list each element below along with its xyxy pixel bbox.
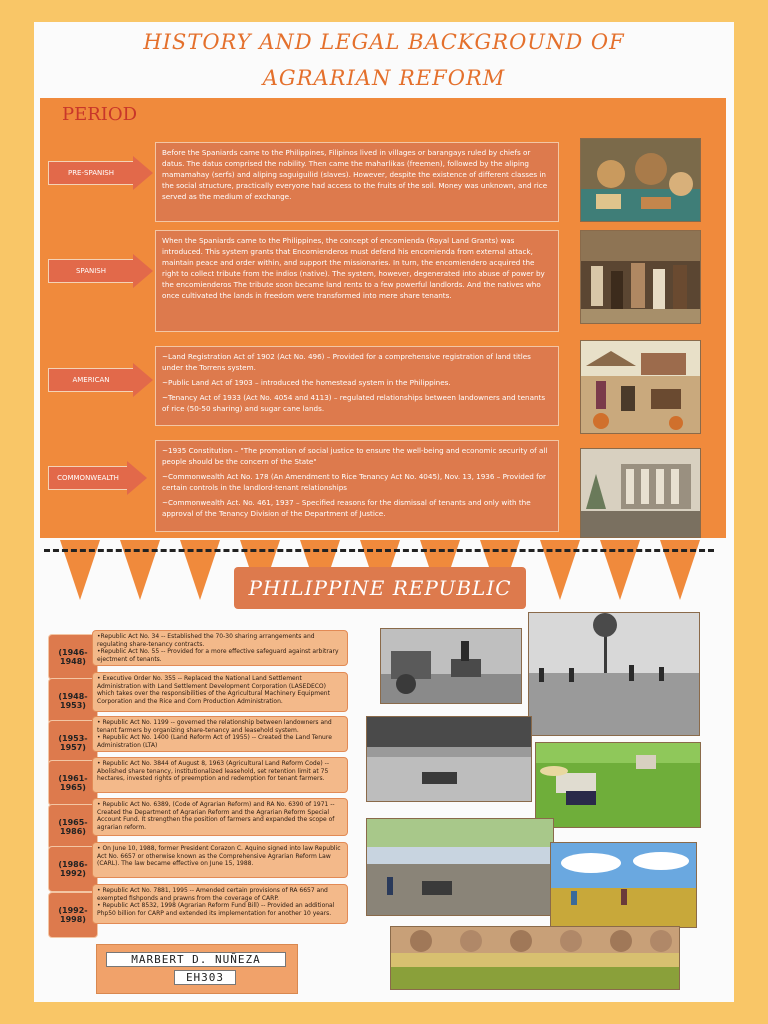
period-box-pre-spanish <box>155 142 559 222</box>
republic-entry-text: • Republic Act No. 1199 -- governed the relationship between landowners and tenant farmers by organizing share-tenancy and leasehold system. <box>97 719 332 734</box>
republic-entry-text: • Executive Order No. 355 -- Replaced the National Land Settlement Administration with Land Settlement Development Corporation (LASEDECO) which takes over the responsibilities of the Agricultural Machinery Equipment Corporation and the Rice and Corn Production Administration. <box>97 675 330 705</box>
republic-entry-text: •Republic Act No. 34 -- Established the 70-30 sharing arrangements and regulating share-tenancy contracts. <box>97 633 315 648</box>
republic-entry-text: • Republic Act No. 7881, 1995 -- Amended certain provisions of RA 6657 and exempted fishponds and prawns from the coverage of CARP. <box>97 887 328 902</box>
republic-entry-text: • Republic Act No. 6389, (Code of Agrarian Reform) and RA No. 6390 of 1971 -- Created the Department of Agrarian Reform and the Agrarian Reform Special Account Fund. It strengthen the position of farmers and expanded the scope of agrarian reform. <box>97 801 335 831</box>
republic-banner: PHILIPPINE REPUBLIC <box>234 567 526 609</box>
period-arrow-spanish: SPANISH <box>48 259 134 283</box>
republic-years: (1946-1948) <box>48 634 98 680</box>
period-text: When the Spaniards came to the Philippines, the concept of encomienda (Royal Land Grants) was introduced. This system grants that Encomienderos must defend his encomienda from external attack, maintain peace and order within, and support the missionaries. In turn, the encomiendero acquired the right to collect tribute from the indios (native). The system, however, degenerated into abuse of power by the encomienderos The tribute soon became land rents to a few powerful landlords. And the natives who once cultivated the lands in freedom were transformed into mere share tenants. <box>162 236 545 300</box>
poster-title-line1: HISTORY AND LEGAL BACKGROUND OF <box>143 30 625 54</box>
period-text: ~Public Land Act of 1903 – introduced the homestead system in the Philippines. <box>162 378 451 387</box>
farmers-collage-photo <box>390 926 680 990</box>
harvest-field-photo <box>550 842 697 928</box>
period-text: Before the Spaniards came to the Philippines, Filipinos lived in villages or barangays ruled by chiefs or datus. The datus comprised the nobility. Then came the maharlikas (freemen), followed by the aliping mamamahay (serfs) and aliping saguiguilid (slaves). However, despite the existence of different classes in the social structure, practically everyone had access to the fruits of the soil. Money was unknown, and rice served as the medium of exchange. <box>162 148 548 201</box>
republic-years: (1986-1992) <box>48 846 98 892</box>
republic-entry <box>92 842 348 878</box>
republic-entry-text: •Republic Act No. 55 -- Provided for a more effective safeguard against arbitrary ejectment of tenants. <box>97 648 339 663</box>
republic-years: (1953-1957) <box>48 720 98 766</box>
commonwealth-photo-image <box>580 448 701 538</box>
republic-years: (1948-1953) <box>48 678 98 724</box>
section-divider <box>44 549 714 552</box>
republic-entry <box>92 630 348 666</box>
period-arrow-commonwealth: COMMONWEALTH <box>48 466 128 490</box>
author-name: MARBERT D. NUÑEZA <box>106 952 286 967</box>
tractor-field-photo <box>366 818 554 916</box>
republic-entry <box>92 884 348 924</box>
republic-entry <box>92 672 348 712</box>
republic-entry <box>92 757 348 793</box>
american-painting-image <box>580 340 701 434</box>
rice-planting-photo <box>528 612 700 736</box>
author-section: EH303 <box>174 970 236 985</box>
period-box-commonwealth <box>155 440 559 532</box>
period-text: ~Land Registration Act of 1902 (Act No. 496) – Provided for a comprehensive registration of land titles under the Torrens system. <box>162 352 531 372</box>
republic-entry-text: • Republic Act No. 3844 of August 8, 1963 (Agricultural Land Reform Code) -- Abolished share tenancy, institutionalized leasehold, set retention limit at 75 hectares, invested rights of preemption and redemption for tenant farmers. <box>97 760 329 783</box>
republic-years: (1965-1986) <box>48 804 98 850</box>
republic-entry-text: • Republic Act No. 1400 (Land Reform Act of 1955) -- Created the Land Tenure Administration (LTA) <box>97 734 332 749</box>
farmers-planting-photo <box>535 742 701 828</box>
period-text: ~1935 Constitution – "The promotion of social justice to ensure the well-being and economic security of all people should be the concern of the State" <box>162 446 548 466</box>
carabao-cart-photo <box>380 628 522 704</box>
period-text: ~Commonwealth Act No. 178 (An Amendment to Rice Tenancy Act No. 4045), Nov. 13, 1936 – Provided for certain controls in the landlord-tenant relationships <box>162 472 546 492</box>
republic-years: (1961-1965) <box>48 760 98 806</box>
plowing-field-photo <box>366 716 532 802</box>
period-box-american <box>155 346 559 426</box>
period-box-spanish <box>155 230 559 332</box>
pre-spanish-mural-image <box>580 138 701 222</box>
republic-entry-text: • On June 10, 1988, former President Corazon C. Aquino signed into law Republic Act No. 6657 or otherwise known as the Comprehensive Agrarian Reform Law (CARL). The law became effective on June 15, 1988. <box>97 845 341 868</box>
period-arrow-american: AMERICAN <box>48 368 134 392</box>
spanish-painting-image <box>580 230 701 324</box>
period-text: ~Commonwealth Act. No. 461, 1937 – Specified reasons for the dismissal of tenants and only with the approval of the Tenancy Division of the Department of Justice. <box>162 498 531 518</box>
republic-entry <box>92 798 348 836</box>
period-text: ~Tenancy Act of 1933 (Act No. 4054 and 4113) – regulated relationships between landowners and tenants of rice (50-50 sharing) and sugar cane lands. <box>162 393 546 413</box>
republic-entry-text: • Republic Act 8532, 1998 (Agrarian Reform Fund Bill) -- Provided an additional Php50 billion for CARP and extended its implementation for another 10 years. <box>97 902 335 917</box>
poster-title-line2: AGRARIAN REFORM <box>262 66 506 90</box>
republic-entry <box>92 716 348 752</box>
period-heading: PERIOD <box>62 104 138 125</box>
republic-years: (1992-1998) <box>48 892 98 938</box>
period-arrow-pre-spanish: PRE-SPANISH <box>48 161 134 185</box>
